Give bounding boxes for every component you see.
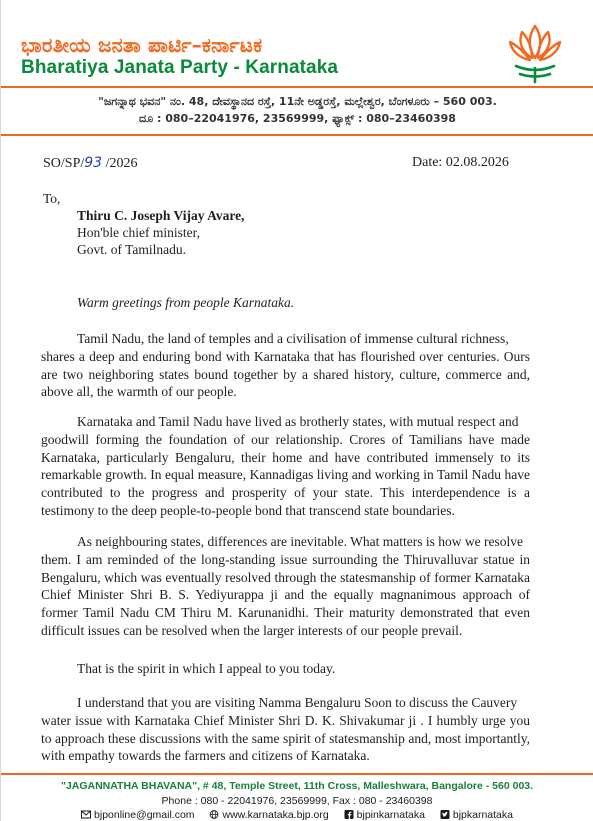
footer-email-text: bjponline@gmail.com xyxy=(94,809,195,821)
paragraph-body: goodwill forming the foundation of our relationship. Crores of Tamilians have made Karnataka, particularly Bengaluru, their home and have contributed immensely to its remarkable growth. In equal measure, Kannadigas living and working in Tamil Nadu have contributed to the progress and prosperity of your state. This interdependence is a testimony to the deep people-to-people bond that transcend state boundaries. xyxy=(41,431,530,518)
twitter-icon xyxy=(440,810,450,819)
footer-phone: Phone : 080 - 22041976, 23569999, Fax : 080 - 23460398 xyxy=(161,795,433,807)
email-icon xyxy=(81,810,91,819)
header-rule xyxy=(1,86,593,88)
paragraph-first-line: That is the spirit in which I appeal to you today. xyxy=(77,661,336,676)
footer-facebook[interactable] xyxy=(344,809,425,821)
paragraph xyxy=(41,330,530,401)
facebook-icon xyxy=(344,810,354,819)
paragraph-first-line: As neighbouring states, differences are inevitable. What matters is how we resolve xyxy=(77,534,523,549)
party-name-kannada: ಭಾರತೀಯ ಜನತಾ ಪಾರ್ಟಿ–ಕರ್ನಾಟಕ xyxy=(21,33,263,57)
footer-website-text: www.karnataka.bjp.org xyxy=(222,809,329,821)
paragraph-first-line: Tamil Nadu, the land of temples and a civilisation of immense cultural richness, xyxy=(77,331,509,346)
paragraph xyxy=(41,694,530,765)
footer-twitter-text: bjpkarnataka xyxy=(452,809,513,821)
lotus-icon xyxy=(506,22,564,84)
recipient-office: Govt. of Tamilnadu. xyxy=(77,242,187,257)
letter-date: Date: 02.08.2026 xyxy=(412,155,509,170)
paragraph-body: shares a deep and enduring bond with Karnataka that has flourished over centuries. Ours are two neighboring states bound together by a shared history, culture, commerce and, above all, the warmth of our people. xyxy=(41,348,530,400)
footer-rule xyxy=(1,773,593,775)
salutation-to: To, xyxy=(43,191,61,206)
paragraph xyxy=(77,660,530,678)
footer-twitter[interactable] xyxy=(440,809,513,821)
header-address-kannada: "ಜಗನ್ನಾಥ ಭವನ" ನಂ. 48, ದೇವಸ್ಥಾನದ ರಸ್ತೆ, 11ನೇ ಅಡ್ಡರಸ್ತೆ, ಮಲ್ಲೇಶ್ವರ, ಬೆಂಗಳೂರು – 560 003. xyxy=(98,95,497,108)
recipient-block xyxy=(77,207,245,258)
paragraph-body: water issue with Karnataka Chief Minister Shri D. K. Shivakumar ji . I humbly urge you to approach these discussions with the same spirit of statesmanship and, most importantly, with empathy towards the farmers and citizens of Karnataka. xyxy=(41,712,530,764)
reference-prefix: SO/SP/ xyxy=(43,156,85,171)
recipient-name: Thiru C. Joseph Vijay Avare, xyxy=(77,208,245,223)
paragraph-first-line: Karnataka and Tamil Nadu have lived as brotherly states, with mutual respect and xyxy=(77,414,519,429)
header-rule-bottom xyxy=(1,134,593,136)
paragraph xyxy=(41,413,530,520)
recipient-title: Hon'ble chief minister, xyxy=(77,225,200,240)
greeting: Warm greetings from people Karnataka. xyxy=(77,295,295,310)
globe-icon xyxy=(209,810,219,819)
party-name-english: Bharatiya Janata Party - Karnataka xyxy=(21,57,339,78)
paragraph-body: them. I am reminded of the long-standing issue surrounding the Thiruvalluvar statue in Bengaluru, which was eventually resolved through the statesmanship of former Karnataka Chief Minister Shri B. S. Yediyurappa ji and the equally magnanimous approach of former Tamil Nadu CM Thiru M. Karunanidhi. Their maturity demonstrated that even difficult issues can be resolved when the larger interests of our people prevail. xyxy=(41,551,530,638)
footer-facebook-text: bjpinkarnataka xyxy=(356,809,425,821)
header-phone-kannada: ದೂ : 080–22041976, 23569999, ಫ್ಯಾಕ್ಸ್ : 080–23460398 xyxy=(139,112,456,125)
footer-address: "JAGANNATHA BHAVANA", # 48, Temple Street, 11th Cross, Malleshwara, Bangalore - 560 003. xyxy=(60,780,534,792)
footer-email[interactable] xyxy=(81,809,195,821)
reference-number xyxy=(43,155,137,172)
handwritten-ref-number: 93 xyxy=(84,155,103,171)
footer-links xyxy=(1,809,593,821)
reference-suffix: /2026 xyxy=(102,156,138,171)
letterhead xyxy=(1,0,593,136)
footer-website[interactable] xyxy=(209,809,328,821)
paragraph xyxy=(41,533,530,640)
paragraph-first-line: I understand that you are visiting Namma Bengaluru Soon to discuss the Cauvery xyxy=(77,695,518,710)
